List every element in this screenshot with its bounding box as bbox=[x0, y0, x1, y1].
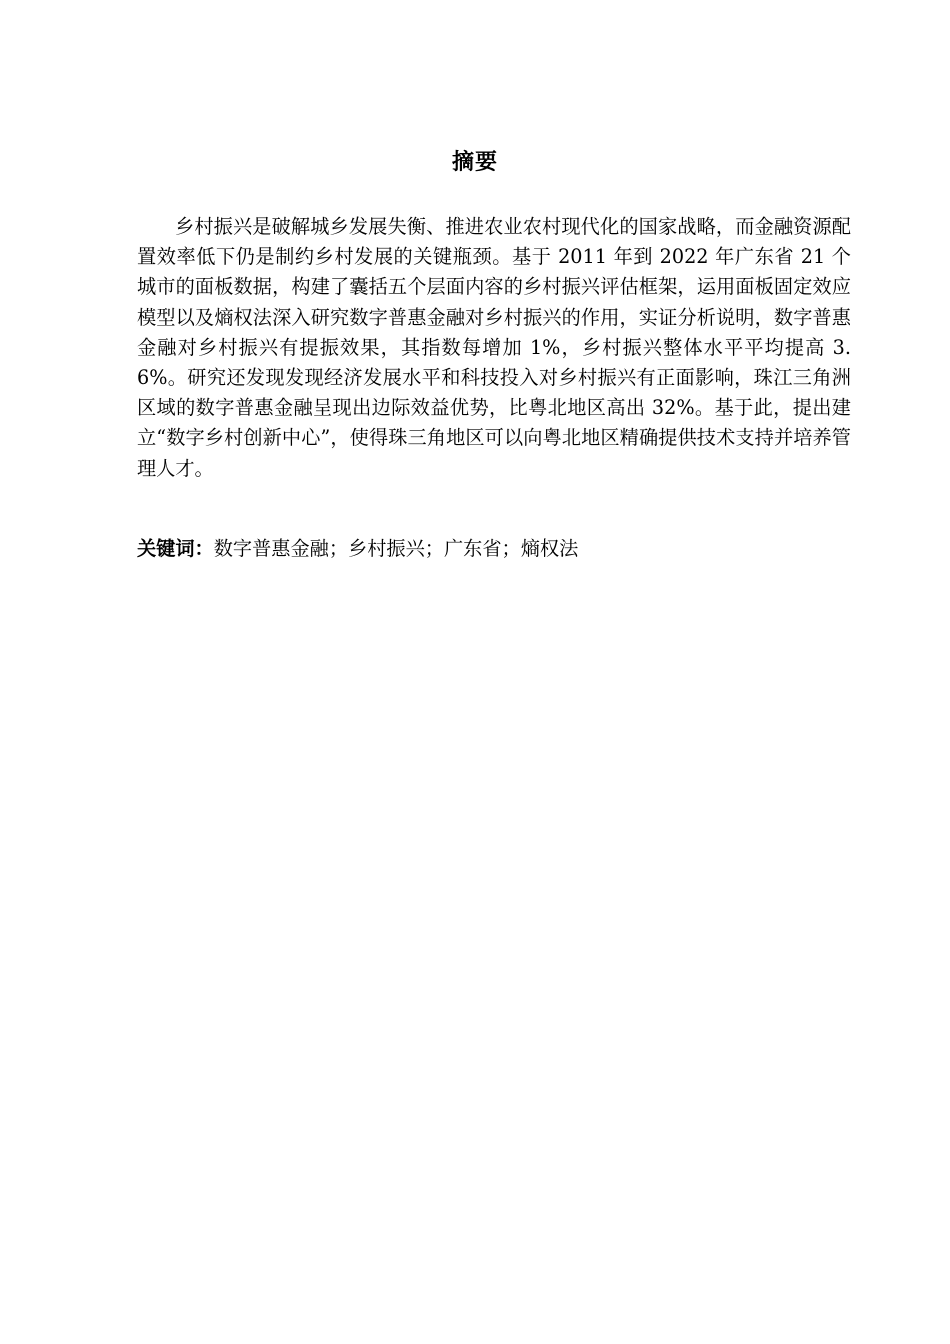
abstract-paragraph: 乡村振兴是破解城乡发展失衡、推进农业农村现代化的国家战略，而金融资源配置效率低下仍是制约乡村发展的关键瓶颈。基于 2011 年到 2022 年广东省 21 个城市的面板数据，构建了囊括五个层面内容的乡村振兴评估框架，运用面板固定效应模型以及熵权法深入研究数字普惠金融对乡村振兴的作用，实证分析说明，数字普惠金融对乡村振兴有提振效果，其指数每增加 1%，乡村振兴整体水平平均提高 3.6%。研究还发现发现经济发展水平和科技投入对乡村振兴有正面影响，珠江三角洲区域的数字普惠金融呈现出边际效益优势，比粤北地区高出 32%。基于此，提出建立“数字乡村创新中心”，使得珠三角地区可以向粤北地区精确提供技术支持并培养管理人才。 bbox=[137, 215, 851, 480]
keywords-line bbox=[137, 534, 851, 564]
keywords-label: 关键词： bbox=[137, 537, 214, 560]
abstract-title: 摘要 bbox=[451, 150, 498, 175]
keywords-text: 数字普惠金融；乡村振兴；广东省；熵权法 bbox=[213, 537, 579, 560]
